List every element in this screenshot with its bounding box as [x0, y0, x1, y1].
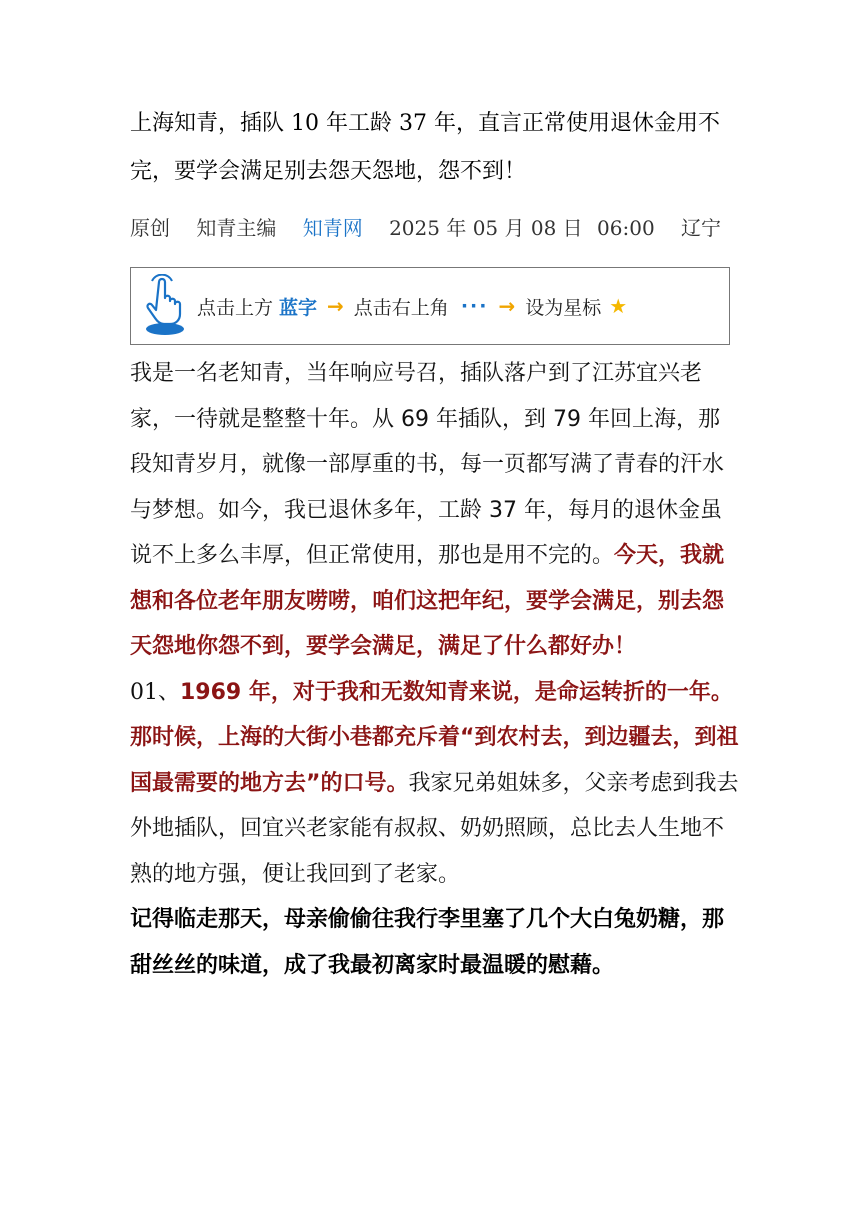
banner-step1-prefix: 点击上方 [197, 296, 274, 319]
paragraph-3: 记得临走那天，母亲偷偷往我行李里塞了几个大白兔奶糖，那甜丝丝的味道，成了我最初离家时最温暖的慰藉。 [130, 907, 725, 978]
banner-blue-text-link[interactable]: 蓝字 [279, 296, 318, 319]
publish-date: 2025 年 05 月 08 日 [389, 216, 583, 240]
paragraph-2-text: 我家兄弟姐妹多，父亲考虑到我去外地插队，回宜兴老家能有叔叔、奶奶照顾，总比去人生地不熟的地方强，便让我回到了老家。 [130, 770, 739, 887]
article-meta [130, 213, 740, 243]
source-link[interactable]: 知青网 [302, 216, 363, 240]
star-icon: ★ [609, 294, 628, 318]
publish-time: 06:00 [597, 216, 655, 240]
section-number: 01、 [130, 679, 180, 705]
paragraph-2-emphasis: 1969 年，对于我和无数知青来说，是命运转折的一年。那时候，上海的大街小巷都充斥着“到农村去，到边疆去，到祖国最需要的地方去”的口号。 [130, 679, 739, 796]
publish-region: 辽宁 [681, 216, 722, 240]
arrow-right-icon-2: → [498, 294, 516, 318]
paragraph-1 [130, 351, 740, 670]
article-body [130, 351, 740, 988]
author-name[interactable]: 知青主编 [196, 216, 277, 240]
banner-step2: 点击右上角 [353, 296, 449, 319]
banner-step3: 设为星标 [525, 296, 602, 319]
arrow-right-icon: → [327, 294, 344, 318]
paragraph-1-emphasis: 今天，我就想和各位老年朋友唠唠，咱们这把年纪，要学会满足，别去怨天怨地你怨不到，要学会满足，满足了什么都好办！ [130, 543, 725, 659]
article-title: 上海知青，插队 10 年工龄 37 年，直言正常使用退休金用不完，要学会满足别去怨天怨地，怨不到！ [130, 111, 720, 184]
paragraph-2 [130, 670, 740, 898]
article [130, 100, 740, 988]
pointing-hand-icon [141, 274, 189, 338]
more-dots-icon: ··· [460, 295, 489, 317]
follow-banner[interactable] [130, 267, 730, 345]
original-tag: 原创 [130, 216, 170, 240]
paragraph-1-text: 我是一名老知青，当年响应号召，插队落户到了江苏宜兴老家，一待就是整整十年。从 69 年插队，到 79 年回上海，那段知青岁月，就像一部厚重的书，每一页都写满了青春的汗水与梦想。如今，我已退休多年，工龄 37 年，每月的退休金虽说不上多么丰厚，但正常使用，那也是用不完的。 [130, 361, 725, 568]
